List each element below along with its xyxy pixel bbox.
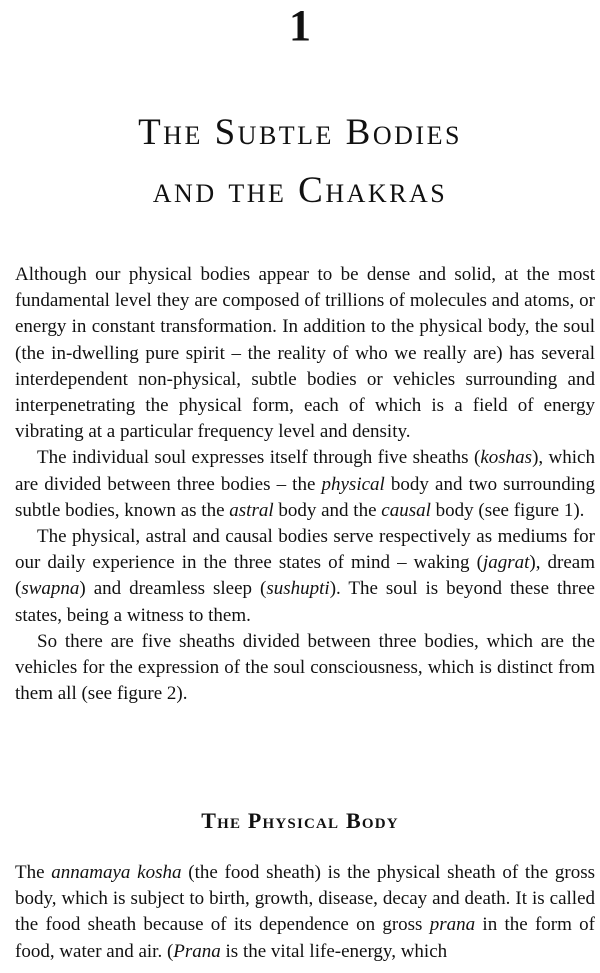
- text-run: Although our physical bodies appear to be dense and solid, at the most fundamental level they are composed of trillions of molecules and atoms, or energy in constant transformation. In addition to the physical body, the soul (the in-dwelling pure spirit – the reality of who we really are) has several interdependent non-physical, subtle bodies or vehicles surrounding and interpenetrating the physical form, each of which is a field of energy vibrating at a particular frequency level and density.: [15, 264, 595, 443]
- text-run: So there are five sheaths divided between three bodies, which are the vehicles for the expression of the soul consciousness, which is distinct from them all (see figure 2).: [15, 630, 595, 705]
- text-run: ). The soul is beyond these three states, being a witness to them.: [15, 578, 595, 626]
- text-run: body and two surrounding subtle bodies, known as the: [15, 473, 595, 521]
- text-run: The: [15, 862, 52, 883]
- italic-term: koshas: [480, 447, 533, 469]
- text-run: in the form of food, water and air. (: [15, 914, 595, 962]
- paragraph: [15, 524, 595, 629]
- italic-term: swapna: [21, 578, 80, 600]
- text-run: The individual soul expresses itself through five sheaths (: [37, 447, 481, 469]
- text-run: is the vital life-energy, which: [220, 940, 448, 962]
- text-run: body (see figure 1).: [430, 499, 585, 521]
- chapter-body: [15, 262, 595, 707]
- paragraph: [15, 445, 595, 524]
- italic-term: Prana: [173, 940, 221, 962]
- text-run: body and the: [273, 499, 382, 521]
- text-run: ) and dreamless sleep (: [79, 578, 267, 600]
- italic-term: jagrat: [482, 552, 530, 574]
- chapter-title: [0, 104, 600, 220]
- chapter-title-line-2: and the Chakras: [152, 170, 448, 211]
- section-heading: The Physical Body: [201, 808, 399, 833]
- italic-term: astral: [229, 499, 274, 521]
- paragraph: [15, 262, 595, 445]
- italic-term: prana: [429, 914, 476, 936]
- chapter-number: 1: [289, 1, 311, 50]
- italic-term: physical: [321, 473, 385, 495]
- text-run: ), dream (: [15, 552, 595, 600]
- italic-term: annamaya kosha: [51, 862, 182, 883]
- text-run: (the food sheath) is the physical sheath of the gross body, which is subject to birth, growth, disease, decay and death. It is called the food sheath because of its dependence on gross: [15, 862, 595, 936]
- paragraph: [15, 629, 595, 708]
- paragraph: [15, 860, 595, 965]
- section-body: [15, 860, 595, 965]
- chapter-title-line-1: The Subtle Bodies: [138, 112, 462, 153]
- text-run: The physical, astral and causal bodies serve respectively as mediums for our daily experience in the three states of mind – waking (: [15, 526, 595, 574]
- italic-term: causal: [381, 499, 431, 521]
- text-run: ), which are divided between three bodies – the: [15, 447, 595, 495]
- italic-term: sushupti: [266, 578, 330, 600]
